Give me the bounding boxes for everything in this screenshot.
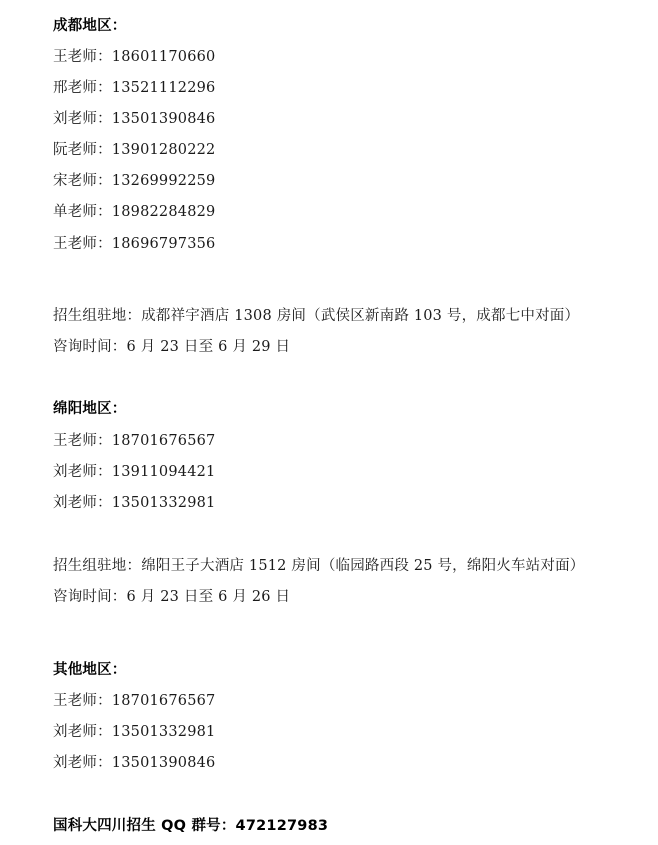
contact-line: 刘老师：13501332981	[53, 724, 216, 740]
venue-line: 招生组驻地：绵阳王子大酒店 1512 房间（临园路西段 25 号，绵阳火车站对面）	[53, 558, 585, 574]
contact-line: 王老师：18696797356	[53, 236, 216, 252]
section-heading-chengdu: 成都地区：	[53, 18, 127, 34]
contact-line: 单老师：18982284829	[53, 204, 216, 220]
contact-line: 邢老师：13521112296	[53, 80, 216, 96]
contact-line: 刘老师：13501390846	[53, 755, 216, 771]
contact-line: 刘老师：13911094421	[53, 464, 216, 480]
contact-line: 王老师：18601170660	[53, 49, 216, 65]
contact-line: 刘老师：13501390846	[53, 111, 216, 127]
section-heading-other: 其他地区：	[53, 662, 127, 678]
contact-line: 阮老师：13901280222	[53, 142, 216, 158]
venue-line: 招生组驻地：成都祥宇酒店 1308 房间（武侯区新南路 103 号，成都七中对面）	[53, 308, 580, 324]
contact-line: 王老师：18701676567	[53, 433, 216, 449]
section-heading-mianyang: 绵阳地区：	[53, 401, 127, 417]
consult-time-line: 咨询时间：6 月 23 日至 6 月 29 日	[53, 339, 291, 355]
contact-line: 宋老师：13269992259	[53, 173, 216, 189]
contact-line: 王老师：18701676567	[53, 693, 216, 709]
contact-line: 刘老师：13501332981	[53, 495, 216, 511]
qq-group-line: 国科大四川招生 QQ 群号：472127983	[53, 818, 329, 834]
consult-time-line: 咨询时间：6 月 23 日至 6 月 26 日	[53, 589, 291, 605]
